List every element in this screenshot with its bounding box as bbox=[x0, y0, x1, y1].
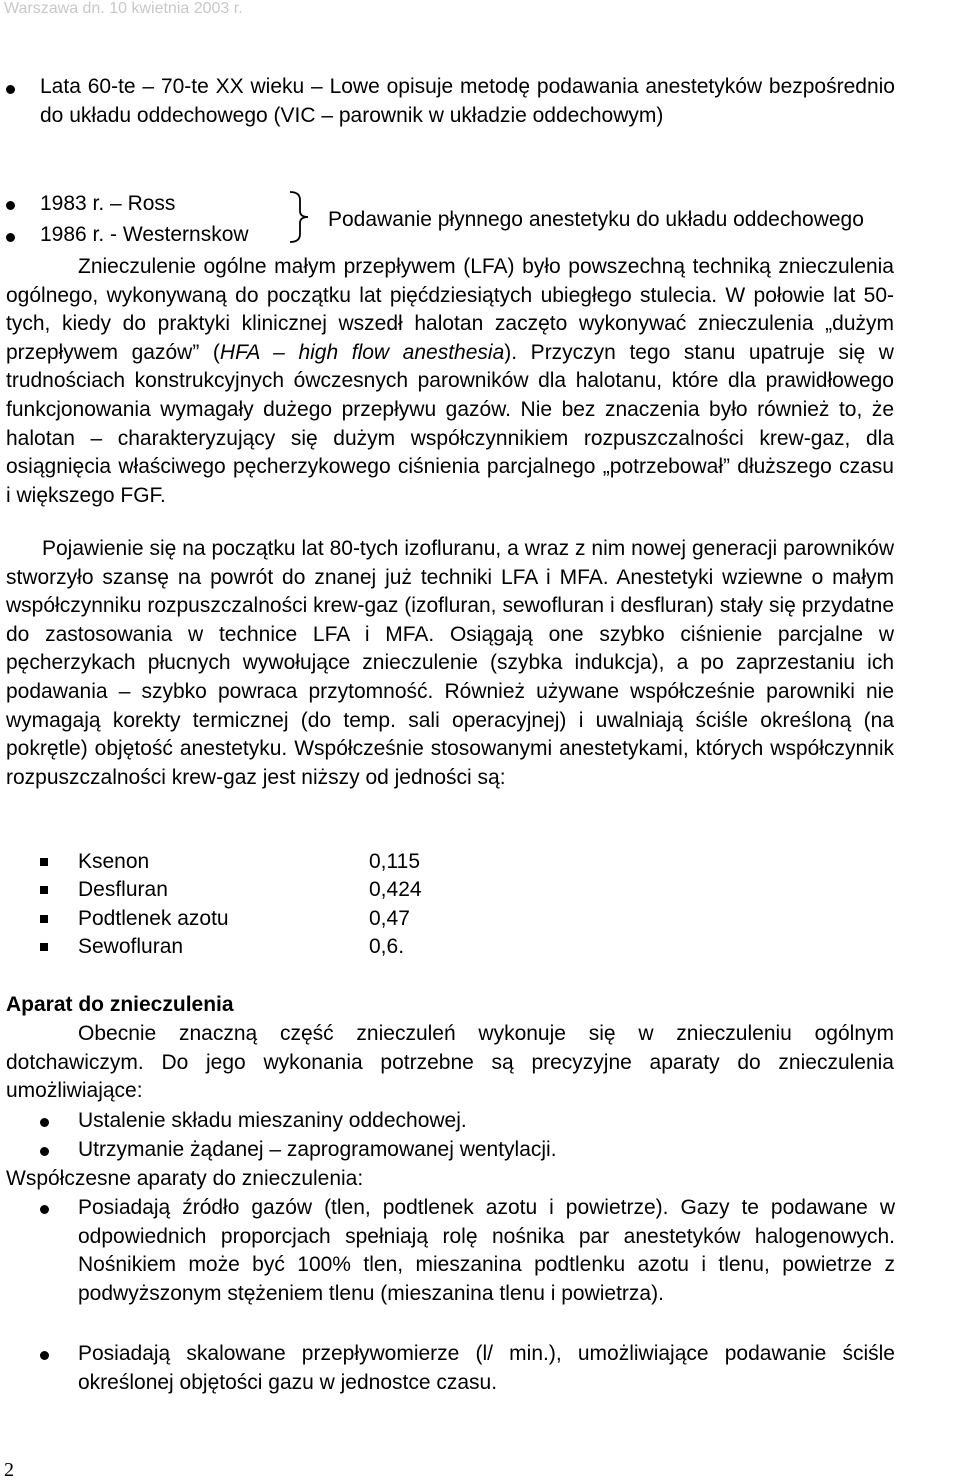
bullet-square bbox=[40, 858, 48, 866]
gas-name: Desfluran bbox=[78, 878, 168, 901]
list-item: Posiadają skalowane przepływomierze (l/ min.), umożliwiające podawanie ściśle określonej objętości gazu w jednostce czasu. bbox=[78, 1342, 895, 1394]
gas-name: Ksenon bbox=[78, 850, 150, 873]
page-number: 2 bbox=[4, 1459, 14, 1481]
paragraph-modern-apparatus: Współczesne aparaty do znieczulenia: bbox=[6, 1167, 364, 1190]
curly-brace-icon bbox=[286, 190, 312, 244]
paragraph-lfa-history: Znieczulenie ogólne małym przepływem (LFA) było powszechną techniką znieczulenia ogólnego, wykonywaną do początku lat pięćdziesiątych ubiegłego stulecia. W połowie lat 50-tych, kiedy do praktyki klinicznej wszedł halotan zaczęto wykonywać znieczulenia „dużym przepływem gazów” (HFA – high flow anesthesia). Przyczyn tego stanu upatruje się w trudnościach konstrukcyjnych ówczesnych parowników dla halotanu, które dla prawidłowego funkcjonowania wymagały dużego przepływu gazów. Nie bez znaczenia było również to, że halotan – charakteryzujący się dużym współczynnikiem rozpuszczalności krew-gaz, dla osiągnięcia właściwego pęcherzykowego ciśnienia parcjalnego „potrzebował” dłuższego czasu i większego FGF. bbox=[6, 255, 894, 507]
list-item: Ustalenie składu mieszaniny oddechowej. bbox=[78, 1109, 467, 1132]
list-item: Utrzymanie żądanej – zaprogramowanej wentylacji. bbox=[78, 1138, 557, 1161]
history-item-3: 1986 r. - Westernskow bbox=[40, 223, 249, 246]
bullet-dot bbox=[6, 201, 15, 210]
gas-name: Podtlenek azotu bbox=[78, 907, 229, 930]
bullet-dot bbox=[40, 1147, 49, 1156]
gas-value: 0,47 bbox=[369, 907, 410, 930]
gas-name: Sewofluran bbox=[78, 935, 184, 958]
gas-value: 0,115 bbox=[369, 850, 420, 873]
bullet-dot bbox=[40, 1351, 49, 1360]
bullet-dot bbox=[40, 1118, 49, 1127]
bullet-dot bbox=[40, 1205, 49, 1214]
paragraph-modern-anesthetics: Pojawienie się na początku lat 80-tych izofluranu, a wraz z nim nowej generacji parowników stworzyło szansę na powrót do znanej już techniki LFA i MFA. Anestetyki wziewne o małym współczynniku rozpuszczalności krew-gaz (izofluran, sewofluran i desfluran) stały się przydatne do zastosowania w technice LFA i MFA. Osiągają one szybko ciśnienie parcjalne w pęcherzykach płucnych wywołujące znieczulenie (szybka indukcja), a po zaprzestaniu ich podawania – szybko powraca przytomność. Również używane współcześnie parowniki nie wymagają korekty termicznej (do temp. sali operacyjnej) i uwalniają ściśle określoną (na pokrętle) objętość anestetyku. Współcześnie stosowanymi anestetykami, których współczynnik rozpuszczalności krew-gaz jest niższy od jedności są: bbox=[6, 537, 894, 789]
bullet-square bbox=[40, 886, 48, 894]
gas-value: 0,424 bbox=[369, 878, 422, 901]
bullet-square bbox=[40, 915, 48, 923]
bullet-dot bbox=[6, 85, 15, 94]
bullet-dot bbox=[6, 233, 15, 242]
paragraph-apparatus: Obecnie znaczną część znieczuleń wykonuje się w znieczuleniu ogólnym dotchawiczym. Do jego wykonania potrzebne są precyzyjne aparaty do znieczulenia umożliwiające: bbox=[6, 1022, 894, 1103]
history-item-1: Lata 60-te – 70-te XX wieku – Lowe opisuje metodę podawania anestetyków bezpośrednio do układu oddechowego (VIC – parownik w układzie oddechowym) bbox=[40, 75, 895, 127]
bullet-square bbox=[40, 943, 48, 951]
page-header-date: Warszawa dn. 10 kwietnia 2003 r. bbox=[4, 0, 243, 17]
section-title: Aparat do znieczulenia bbox=[6, 993, 234, 1016]
list-item: Posiadają źródło gazów (tlen, podtlenek azotu i powietrze). Gazy te podawane w odpowiednich proporcjach spełniają rolę nośnika par anestetyków halogenowych. Nośnikiem może być 100% tlen, mieszanina podtlenku azotu i tlenu, powietrze z podwyższonym stężeniem tlenu (mieszanina tlenu i powietrza). bbox=[78, 1196, 895, 1305]
history-item-2: 1983 r. – Ross bbox=[40, 192, 176, 215]
gas-value: 0,6. bbox=[369, 935, 405, 958]
brace-label: Podawanie płynnego anestetyku do układu oddechowego bbox=[328, 208, 864, 231]
